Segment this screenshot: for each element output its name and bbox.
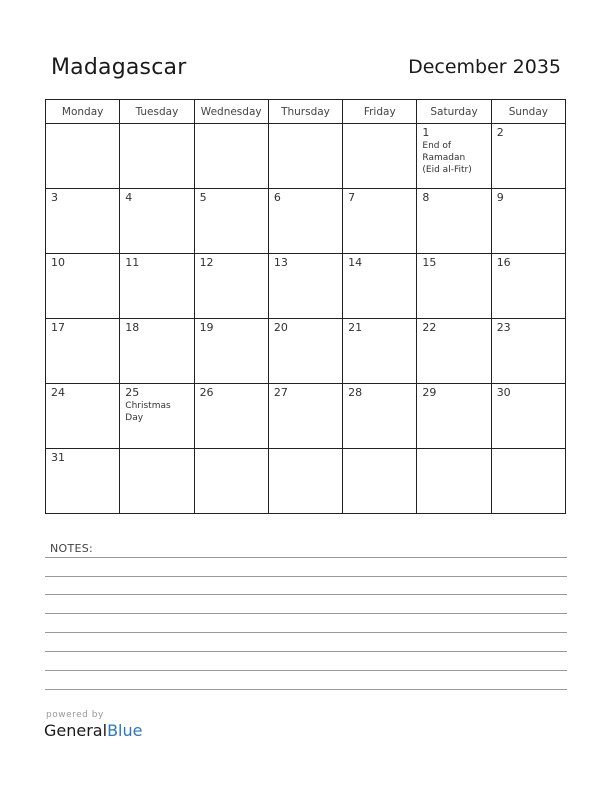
day-number: 29 bbox=[422, 386, 437, 399]
day-number: 19 bbox=[199, 321, 214, 334]
powered-by-text: powered by bbox=[46, 710, 104, 720]
notes-line[interactable] bbox=[45, 613, 567, 614]
day-cell[interactable] bbox=[46, 189, 120, 254]
day-cell[interactable] bbox=[120, 319, 194, 384]
week-row bbox=[46, 449, 566, 514]
day-cell[interactable] bbox=[491, 384, 565, 449]
notes-line[interactable] bbox=[45, 594, 567, 595]
day-number bbox=[417, 449, 490, 451]
day-cell[interactable] bbox=[343, 189, 417, 254]
day-number: 17 bbox=[51, 321, 65, 334]
day-cell[interactable] bbox=[268, 449, 342, 514]
day-cell[interactable] bbox=[417, 189, 491, 254]
day-cell[interactable] bbox=[120, 189, 194, 254]
week-row bbox=[46, 254, 566, 319]
day-number: 1 bbox=[422, 126, 430, 139]
day-number: 26 bbox=[199, 386, 214, 399]
day-cell[interactable] bbox=[491, 124, 565, 189]
day-cell[interactable] bbox=[268, 124, 342, 189]
holiday-label: End of Ramadan (Eid al-Fitr) bbox=[422, 141, 472, 175]
day-cell[interactable] bbox=[46, 124, 120, 189]
day-cell[interactable] bbox=[194, 189, 268, 254]
day-cell[interactable] bbox=[417, 319, 491, 384]
day-cell[interactable] bbox=[120, 449, 194, 514]
day-cell[interactable] bbox=[120, 384, 194, 449]
day-cell[interactable] bbox=[46, 384, 120, 449]
day-number: 30 bbox=[496, 386, 511, 399]
day-cell[interactable] bbox=[268, 189, 342, 254]
day-number bbox=[343, 124, 416, 126]
day-number: 12 bbox=[199, 256, 214, 269]
calendar-grid bbox=[45, 99, 566, 514]
day-number: 14 bbox=[348, 256, 363, 269]
weekday-header: Saturday bbox=[417, 100, 491, 124]
day-number bbox=[46, 124, 119, 126]
day-number bbox=[492, 449, 565, 451]
day-number: 10 bbox=[51, 256, 65, 269]
day-number bbox=[195, 449, 268, 451]
day-number: 31 bbox=[51, 451, 65, 464]
week-row bbox=[46, 124, 566, 189]
weekday-header: Sunday bbox=[491, 100, 565, 124]
day-cell[interactable] bbox=[194, 319, 268, 384]
day-number bbox=[269, 124, 342, 126]
day-cell[interactable] bbox=[417, 384, 491, 449]
day-cell[interactable] bbox=[417, 254, 491, 319]
day-number: 22 bbox=[422, 321, 437, 334]
day-cell[interactable] bbox=[491, 254, 565, 319]
day-number: 27 bbox=[273, 386, 288, 399]
day-cell[interactable] bbox=[194, 384, 268, 449]
day-cell[interactable] bbox=[46, 449, 120, 514]
day-number: 23 bbox=[496, 321, 511, 334]
day-number: 6 bbox=[273, 191, 281, 204]
day-cell[interactable] bbox=[268, 384, 342, 449]
notes-line[interactable] bbox=[45, 632, 567, 633]
day-cell[interactable] bbox=[491, 449, 565, 514]
brand-name-general: General bbox=[44, 721, 108, 740]
day-number: 21 bbox=[348, 321, 363, 334]
notes-line[interactable] bbox=[45, 557, 567, 558]
day-cell[interactable] bbox=[491, 189, 565, 254]
brand-logo[interactable] bbox=[44, 721, 142, 740]
notes-label: NOTES: bbox=[50, 542, 94, 555]
notes-line[interactable] bbox=[45, 689, 567, 690]
day-number: 15 bbox=[422, 256, 437, 269]
day-number bbox=[343, 449, 416, 451]
day-number: 20 bbox=[273, 321, 288, 334]
day-cell[interactable] bbox=[343, 449, 417, 514]
day-cell[interactable] bbox=[491, 319, 565, 384]
day-number: 16 bbox=[496, 256, 511, 269]
brand-name-blue: Blue bbox=[107, 721, 143, 740]
day-number bbox=[120, 124, 193, 126]
day-cell[interactable] bbox=[417, 124, 491, 189]
weekday-header: Tuesday bbox=[120, 100, 194, 124]
day-number: 18 bbox=[125, 321, 140, 334]
notes-line[interactable] bbox=[45, 670, 567, 671]
day-number bbox=[195, 124, 268, 126]
day-number: 3 bbox=[51, 191, 58, 204]
day-cell[interactable] bbox=[343, 254, 417, 319]
day-number: 8 bbox=[422, 191, 430, 204]
day-number: 28 bbox=[348, 386, 363, 399]
day-number bbox=[120, 449, 193, 451]
day-cell[interactable] bbox=[343, 124, 417, 189]
day-cell[interactable] bbox=[120, 254, 194, 319]
weekday-header: Monday bbox=[46, 100, 120, 124]
day-number: 7 bbox=[348, 191, 356, 204]
day-number: 4 bbox=[125, 191, 133, 204]
day-number: 11 bbox=[125, 256, 140, 269]
day-cell[interactable] bbox=[120, 124, 194, 189]
month-title: December 2035 bbox=[408, 56, 561, 78]
day-cell[interactable] bbox=[343, 384, 417, 449]
day-number: 24 bbox=[51, 386, 65, 399]
day-cell[interactable] bbox=[343, 319, 417, 384]
day-number: 25 bbox=[125, 386, 140, 399]
day-number: 5 bbox=[199, 191, 207, 204]
notes-line[interactable] bbox=[45, 651, 567, 652]
day-cell[interactable] bbox=[268, 319, 342, 384]
day-cell[interactable] bbox=[194, 449, 268, 514]
day-cell[interactable] bbox=[194, 254, 268, 319]
week-row bbox=[46, 189, 566, 254]
day-cell[interactable] bbox=[46, 319, 120, 384]
day-cell[interactable] bbox=[417, 449, 491, 514]
day-number bbox=[269, 449, 342, 451]
weekday-header-row bbox=[46, 100, 566, 124]
weekday-header: Wednesday bbox=[194, 100, 268, 124]
country-title: Madagascar bbox=[51, 55, 187, 80]
day-number: 9 bbox=[496, 191, 504, 204]
day-number: 2 bbox=[496, 126, 504, 139]
week-row bbox=[46, 384, 566, 449]
weekday-header: Thursday bbox=[268, 100, 342, 124]
day-cell[interactable] bbox=[268, 254, 342, 319]
day-number: 13 bbox=[273, 256, 288, 269]
day-cell[interactable] bbox=[194, 124, 268, 189]
day-cell[interactable] bbox=[46, 254, 120, 319]
weekday-header: Friday bbox=[343, 100, 417, 124]
holiday-label: Christmas Day bbox=[125, 401, 171, 423]
notes-line[interactable] bbox=[45, 576, 567, 577]
week-row bbox=[46, 319, 566, 384]
